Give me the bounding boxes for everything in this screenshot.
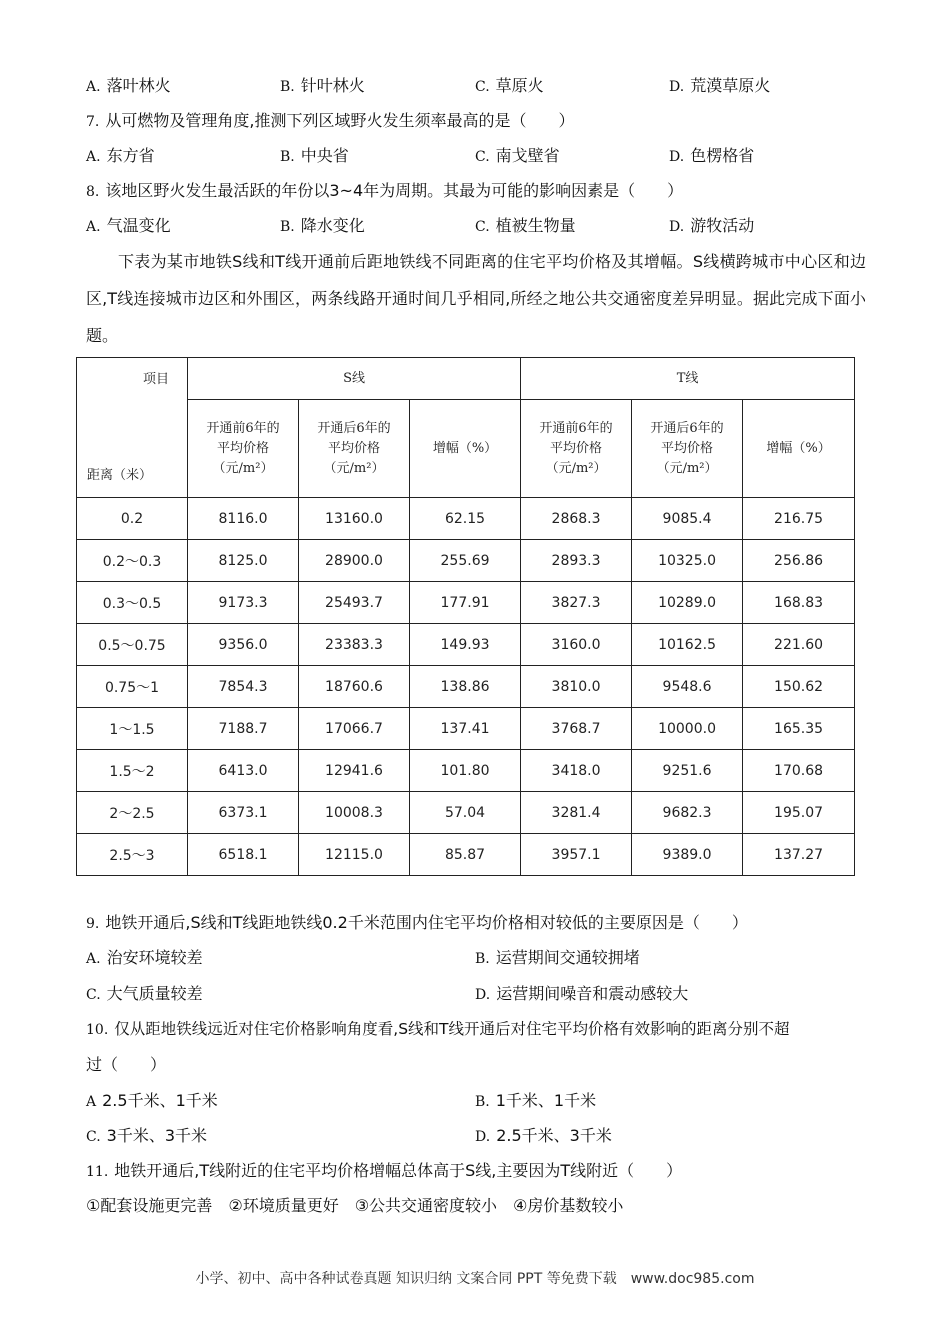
q7-option-a: A. 东方省 (86, 146, 155, 165)
value-cell: 12115.0 (299, 834, 410, 876)
q9-option-b: B. 运营期间交通较拥堵 (475, 948, 640, 967)
value-cell: 10162.5 (632, 624, 743, 666)
value-cell: 138.86 (410, 666, 521, 708)
t-growth-header: 增幅（%） (743, 400, 855, 498)
page-footer: 小学、初中、高中各种试卷真题 知识归纳 文案合同 PPT 等免费下载 www.doc985.com (195, 1271, 755, 1287)
value-cell: 85.87 (410, 834, 521, 876)
q6-option-b: B. 针叶林火 (280, 76, 365, 95)
distance-label: 距离（米） (87, 468, 153, 483)
value-cell: 9356.0 (188, 624, 299, 666)
value-cell: 3768.7 (521, 708, 632, 750)
table-row (77, 834, 855, 876)
value-cell: 9389.0 (632, 834, 743, 876)
table-row (77, 708, 855, 750)
value-cell: 7188.7 (188, 708, 299, 750)
s-growth-header: 增幅（%） (410, 400, 521, 498)
value-cell: 9548.6 (632, 666, 743, 708)
value-cell: 137.41 (410, 708, 521, 750)
value-cell: 177.91 (410, 582, 521, 624)
table-row (77, 750, 855, 792)
q6-option-c: C. 草原火 (475, 76, 544, 95)
q9-options-row2 (86, 984, 866, 1004)
q9-option-d: D. 运营期间噪音和震动感较大 (475, 984, 689, 1003)
value-cell: 6413.0 (188, 750, 299, 792)
q7-options (86, 146, 866, 166)
value-cell: 9173.3 (188, 582, 299, 624)
value-cell: 195.07 (743, 792, 855, 834)
value-cell: 256.86 (743, 540, 855, 582)
t-before-header: 开通前6年的平均价格（元/m²） (521, 400, 632, 498)
value-cell: 12941.6 (299, 750, 410, 792)
s-before-header: 开通前6年的平均价格（元/m²） (188, 400, 299, 498)
table-row (77, 498, 855, 540)
q6-options (86, 76, 866, 96)
table-row (77, 666, 855, 708)
value-cell: 28900.0 (299, 540, 410, 582)
value-cell: 101.80 (410, 750, 521, 792)
value-cell: 221.60 (743, 624, 855, 666)
distance-cell: 0.3～0.5 (77, 582, 188, 624)
value-cell: 165.35 (743, 708, 855, 750)
q9-option-a: A. 治安环境较差 (86, 948, 203, 967)
q9-option-c: C. 大气质量较差 (86, 984, 203, 1003)
q11-choices: ①配套设施更完善 ②环境质量更好 ③公共交通密度较小 ④房价基数较小 (86, 1196, 624, 1215)
q10-option-d: D. 2.5千米、3千米 (475, 1126, 612, 1145)
s-line-header: S线 (188, 358, 521, 400)
q8-option-b: B. 降水变化 (280, 216, 365, 235)
value-cell: 10289.0 (632, 582, 743, 624)
value-cell: 8116.0 (188, 498, 299, 540)
distance-cell: 0.2 (77, 498, 188, 540)
q8-options (86, 216, 866, 236)
value-cell: 3957.1 (521, 834, 632, 876)
value-cell: 10000.0 (632, 708, 743, 750)
value-cell: 168.83 (743, 582, 855, 624)
distance-cell: 2～2.5 (77, 792, 188, 834)
value-cell: 3281.4 (521, 792, 632, 834)
s-after-header: 开通后6年的平均价格（元/m²） (299, 400, 410, 498)
value-cell: 9682.3 (632, 792, 743, 834)
table-body (77, 498, 855, 876)
value-cell: 3418.0 (521, 750, 632, 792)
table-row (77, 792, 855, 834)
table-row (77, 540, 855, 582)
value-cell: 13160.0 (299, 498, 410, 540)
q11-stem: 11. 地铁开通后,T线附近的住宅平均价格增幅总体高于S线,主要因为T线附近（ ） (86, 1161, 683, 1180)
q10-options-row2 (86, 1126, 866, 1146)
value-cell: 62.15 (410, 498, 521, 540)
distance-cell: 0.75～1 (77, 666, 188, 708)
value-cell: 8125.0 (188, 540, 299, 582)
corner-header-cell (77, 358, 188, 498)
t-line-header: T线 (521, 358, 855, 400)
value-cell: 7854.3 (188, 666, 299, 708)
value-cell: 3810.0 (521, 666, 632, 708)
price-table (76, 357, 855, 876)
q8-option-a: A. 气温变化 (86, 216, 171, 235)
value-cell: 2868.3 (521, 498, 632, 540)
q10-option-c: C. 3千米、3千米 (86, 1126, 208, 1145)
item-label: 项目 (142, 372, 169, 387)
q10-options-row1 (86, 1091, 866, 1111)
q7-stem: 7. 从可燃物及管理角度,推测下列区域野火发生须率最高的是（ ） (86, 111, 575, 130)
value-cell: 216.75 (743, 498, 855, 540)
distance-cell: 2.5～3 (77, 834, 188, 876)
value-cell: 10325.0 (632, 540, 743, 582)
value-cell: 170.68 (743, 750, 855, 792)
value-cell: 3160.0 (521, 624, 632, 666)
intro-paragraph: 下表为某市地铁S线和T线开通前后距地铁线不同距离的住宅平均价格及其增幅。S线横跨城市中心区和边区,T线连接城市边区和外围区，两条线路开通时间几乎相同,所经之地公共交通密度差异明显。据此完成下面小题。 (86, 252, 866, 345)
q9-options-row1 (86, 948, 866, 968)
q10-stem: 10. 仅从距地铁线远近对住宅价格影响角度看,S线和T线开通后对住宅平均价格有效影响的距离分别不超 (86, 1020, 790, 1038)
value-cell: 25493.7 (299, 582, 410, 624)
q9-stem: 9. 地铁开通后,S线和T线距地铁线0.2千米范围内住宅平均价格相对较低的主要原因是（ ） (86, 913, 748, 932)
q6-option-d: D. 荒漠草原火 (669, 76, 771, 95)
value-cell: 3827.3 (521, 582, 632, 624)
value-cell: 9085.4 (632, 498, 743, 540)
q8-option-c: C. 植被生物量 (475, 216, 576, 235)
table-row (77, 582, 855, 624)
value-cell: 23383.3 (299, 624, 410, 666)
value-cell: 137.27 (743, 834, 855, 876)
q7-option-d: D. 色楞格省 (669, 146, 755, 165)
value-cell: 10008.3 (299, 792, 410, 834)
q10-option-b: B. 1千米、1千米 (475, 1091, 597, 1110)
q7-option-b: B. 中央省 (280, 146, 349, 165)
t-after-header: 开通后6年的平均价格（元/m²） (632, 400, 743, 498)
value-cell: 255.69 (410, 540, 521, 582)
distance-cell: 1～1.5 (77, 708, 188, 750)
q6-option-a: A. 落叶林火 (86, 76, 171, 95)
q10-stem-cont: 过（ ） (86, 1055, 167, 1074)
value-cell: 9251.6 (632, 750, 743, 792)
value-cell: 18760.6 (299, 666, 410, 708)
value-cell: 150.62 (743, 666, 855, 708)
distance-cell: 0.5～0.75 (77, 624, 188, 666)
value-cell: 17066.7 (299, 708, 410, 750)
distance-cell: 0.2～0.3 (77, 540, 188, 582)
value-cell: 2893.3 (521, 540, 632, 582)
q10-option-a: A 2.5千米、1千米 (86, 1091, 218, 1110)
q7-option-c: C. 南戈壁省 (475, 146, 560, 165)
table-row (77, 624, 855, 666)
value-cell: 57.04 (410, 792, 521, 834)
value-cell: 6373.1 (188, 792, 299, 834)
value-cell: 149.93 (410, 624, 521, 666)
value-cell: 6518.1 (188, 834, 299, 876)
q8-stem: 8. 该地区野火发生最活跃的年份以3~4年为周期。其最为可能的影响因素是（ ） (86, 181, 684, 200)
distance-cell: 1.5～2 (77, 750, 188, 792)
q8-option-d: D. 游牧活动 (669, 216, 755, 235)
